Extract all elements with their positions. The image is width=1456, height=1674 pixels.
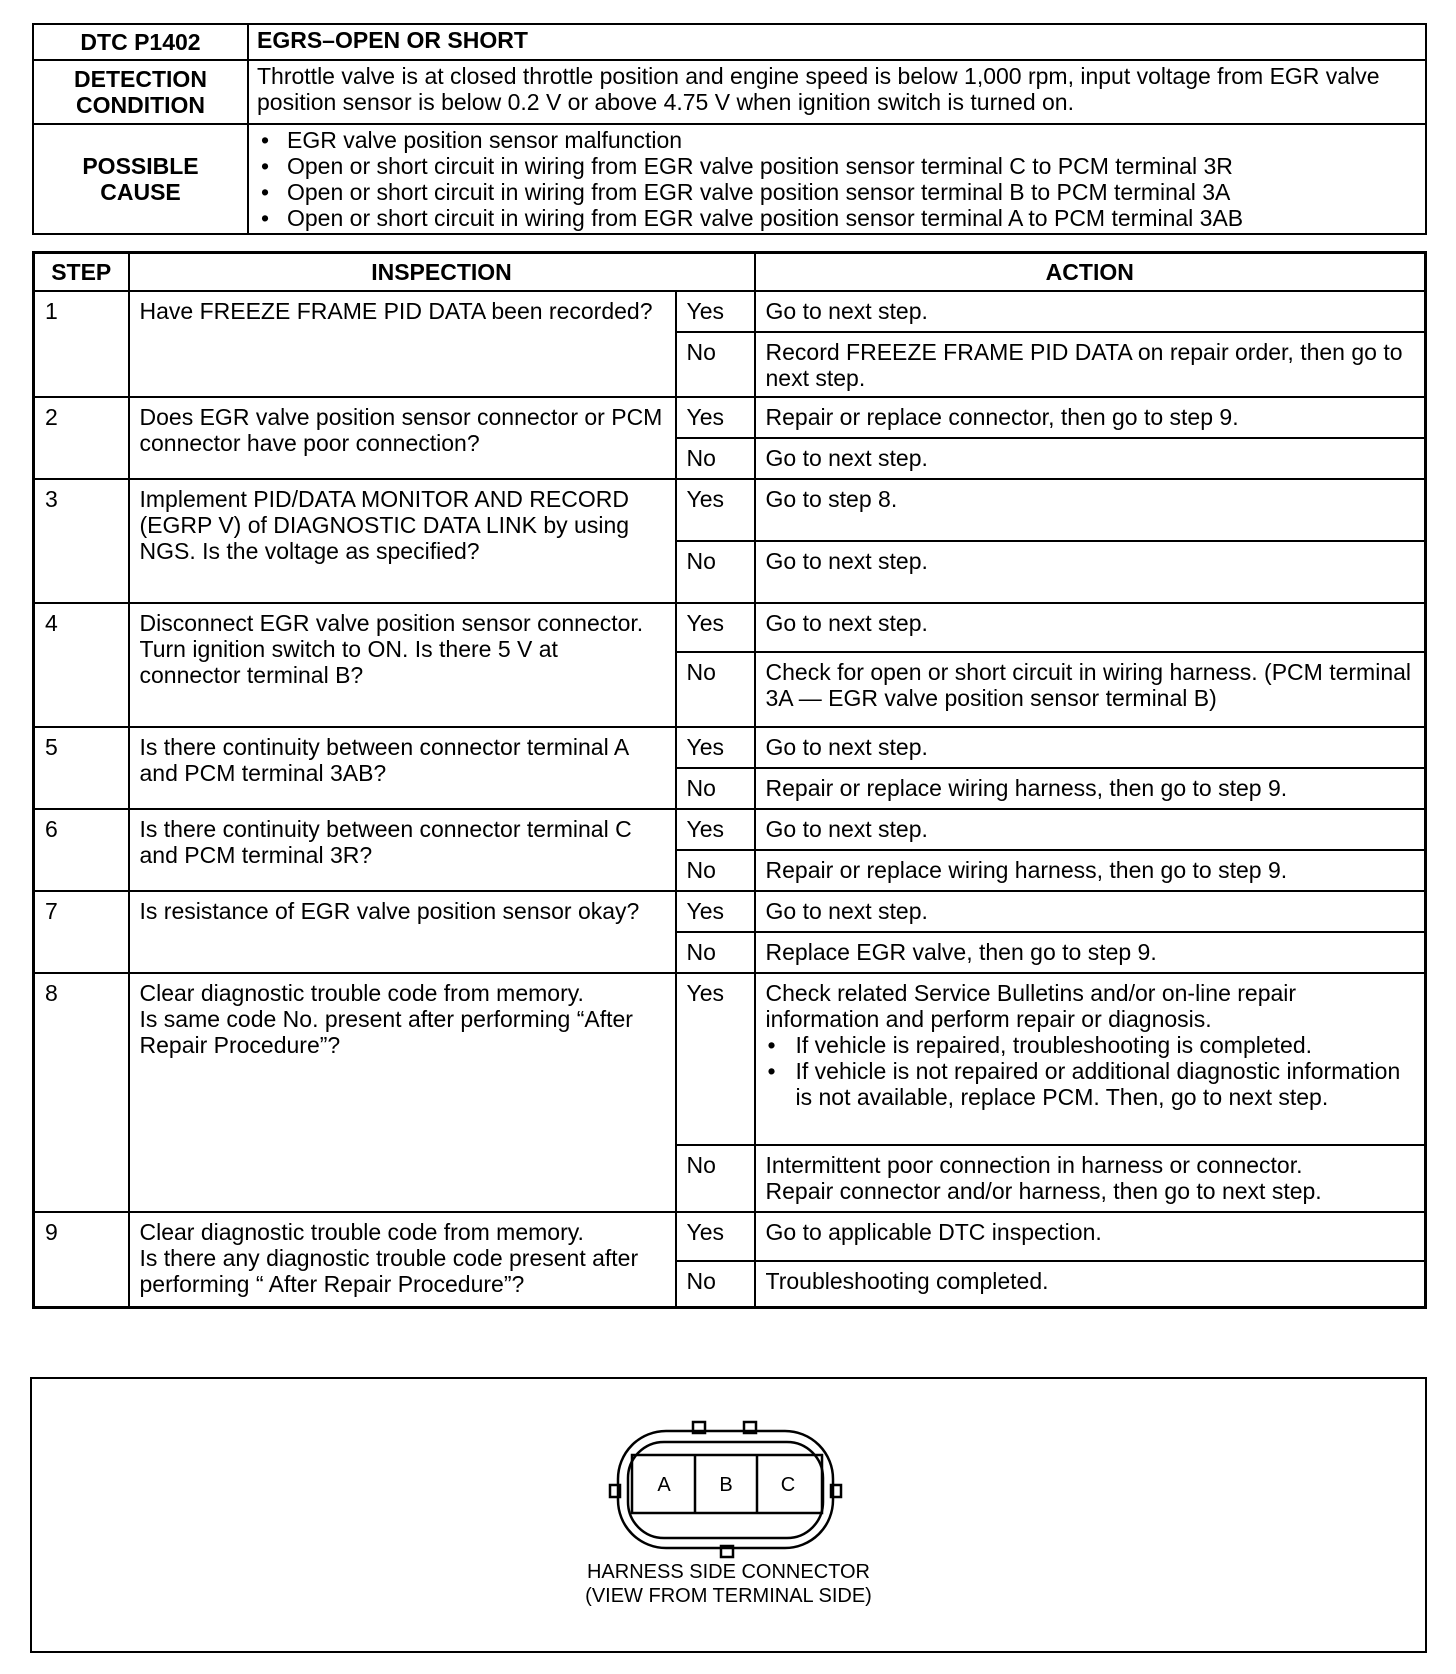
no-label: No [676, 1145, 755, 1212]
step-inspection: Clear diagnostic trouble code from memory. Is there any diagnostic trouble code present after performing “ After Repair Procedure”? [129, 1212, 676, 1308]
step-inspection: Implement PID/DATA MONITOR AND RECORD (EGRP V) of DIAGNOSTIC DATA LINK by using NGS. Is the voltage as specified? [129, 479, 676, 603]
yes-action: Go to step 8. [755, 479, 1426, 541]
yes-label: Yes [676, 809, 755, 850]
no-label: No [676, 850, 755, 891]
inspection-column-header: INSPECTION [129, 253, 755, 291]
yes-label: Yes [676, 891, 755, 932]
step-inspection: Does EGR valve position sensor connector or PCM connector have poor connection? [129, 397, 676, 479]
action-bullet: • If vehicle is repaired, troubleshooting is completed. [766, 1032, 1414, 1058]
no-action: Check for open or short circuit in wiring harness. (PCM terminal 3A — EGR valve position sensor terminal B) [755, 652, 1426, 727]
cause-item: • EGR valve position sensor malfunction [257, 127, 1417, 153]
no-label: No [676, 541, 755, 603]
step-inspection: Have FREEZE FRAME PID DATA been recorded? [129, 291, 676, 397]
step-number: 3 [34, 479, 129, 603]
dtc-code: DTC P1402 [33, 24, 248, 60]
yes-action: Go to next step. [755, 291, 1426, 332]
dtc-title: EGRS–OPEN OR SHORT [248, 24, 1426, 60]
terminal-c-label: C [780, 1474, 796, 1496]
step-inspection: Clear diagnostic trouble code from memory. Is same code No. present after performing “After Repair Procedure”? [129, 973, 676, 1212]
step-number: 4 [34, 603, 129, 727]
possible-cause-label: POSSIBLE CAUSE [33, 124, 248, 234]
table-row [34, 397, 1426, 438]
yes-label: Yes [676, 973, 755, 1145]
yes-label: Yes [676, 479, 755, 541]
no-action: Repair or replace wiring harness, then go to step 9. [755, 768, 1426, 809]
yes-label: Yes [676, 603, 755, 652]
yes-action: Check related Service Bulletins and/or on-line repair information and perform repair or diagnosis. • If vehicle is repaired, troubleshooting is completed. • If vehicle is not repaired or additional diagnostic information is not available, replace PCM. Then, go to next step. [755, 973, 1426, 1145]
no-action: Troubleshooting completed. [755, 1261, 1426, 1308]
no-action: Intermittent poor connection in harness or connector. Repair connector and/or harness, then go to next step. [755, 1145, 1426, 1212]
action-column-header: ACTION [755, 253, 1426, 291]
table-row [34, 809, 1426, 850]
yes-label: Yes [676, 727, 755, 768]
yes-label: Yes [676, 1212, 755, 1261]
connector-figure-box [30, 1377, 1427, 1653]
step-number: 5 [34, 727, 129, 809]
step-inspection: Is there continuity between connector terminal C and PCM terminal 3R? [129, 809, 676, 891]
terminal-a-label: A [657, 1474, 671, 1496]
no-label: No [676, 768, 755, 809]
table-row [34, 727, 1426, 768]
no-action: Replace EGR valve, then go to step 9. [755, 932, 1426, 973]
table-row [34, 603, 1426, 652]
cause-item: • Open or short circuit in wiring from EGR valve position sensor terminal A to PCM terminal 3AB [257, 205, 1417, 231]
no-label: No [676, 1261, 755, 1308]
yes-label: Yes [676, 397, 755, 438]
table-row [34, 291, 1426, 332]
step-number: 2 [34, 397, 129, 479]
no-label: No [676, 438, 755, 479]
table-row [34, 973, 1426, 1145]
table-header-row [34, 253, 1426, 291]
no-label: No [676, 332, 755, 397]
step-number: 8 [34, 973, 129, 1212]
yes-label: Yes [676, 291, 755, 332]
table-row [34, 891, 1426, 932]
cause-item: • Open or short circuit in wiring from EGR valve position sensor terminal B to PCM terminal 3A [257, 179, 1417, 205]
cause-item: • Open or short circuit in wiring from EGR valve position sensor terminal C to PCM terminal 3R [257, 153, 1417, 179]
step-column-header: STEP [34, 253, 129, 291]
detection-label: DETECTION CONDITION [33, 60, 248, 124]
detection-condition: Throttle valve is at closed throttle position and engine speed is below 1,000 rpm, input voltage from EGR valve position sensor is below 0.2 V or above 4.75 V when ignition switch is turned on. [248, 60, 1426, 124]
figure-caption-line-1: HARNESS SIDE CONNECTOR [586, 1561, 870, 1583]
step-inspection: Disconnect EGR valve position sensor connector. Turn ignition switch to ON. Is there 5 V at connector terminal B? [129, 603, 676, 727]
figure-caption-line-2: (VIEW FROM TERMINAL SIDE) [585, 1585, 872, 1607]
dtc-header-table [32, 23, 1427, 235]
terminal-b-label: B [719, 1474, 733, 1496]
yes-action: Go to next step. [755, 891, 1426, 932]
no-action: Record FREEZE FRAME PID DATA on repair order, then go to next step. [755, 332, 1426, 397]
table-row [34, 1212, 1426, 1261]
yes-action: Go to next step. [755, 809, 1426, 850]
inspection-table [32, 251, 1427, 1309]
step-number: 9 [34, 1212, 129, 1308]
harness-connector-diagram [32, 1379, 1425, 1651]
no-action: Go to next step. [755, 438, 1426, 479]
no-action: Go to next step. [755, 541, 1426, 603]
table-row [34, 479, 1426, 541]
no-action: Repair or replace wiring harness, then go to step 9. [755, 850, 1426, 891]
no-label: No [676, 652, 755, 727]
step-inspection: Is there continuity between connector terminal A and PCM terminal 3AB? [129, 727, 676, 809]
step-inspection: Is resistance of EGR valve position sensor okay? [129, 891, 676, 973]
yes-action: Go to applicable DTC inspection. [755, 1212, 1426, 1261]
yes-action: Repair or replace connector, then go to step 9. [755, 397, 1426, 438]
possible-cause-list [248, 124, 1426, 234]
action-bullet: • If vehicle is not repaired or additional diagnostic information is not available, replace PCM. Then, go to next step. [766, 1058, 1414, 1110]
yes-action: Go to next step. [755, 603, 1426, 652]
step-number: 1 [34, 291, 129, 397]
yes-action: Go to next step. [755, 727, 1426, 768]
step-number: 6 [34, 809, 129, 891]
no-label: No [676, 932, 755, 973]
step-number: 7 [34, 891, 129, 973]
